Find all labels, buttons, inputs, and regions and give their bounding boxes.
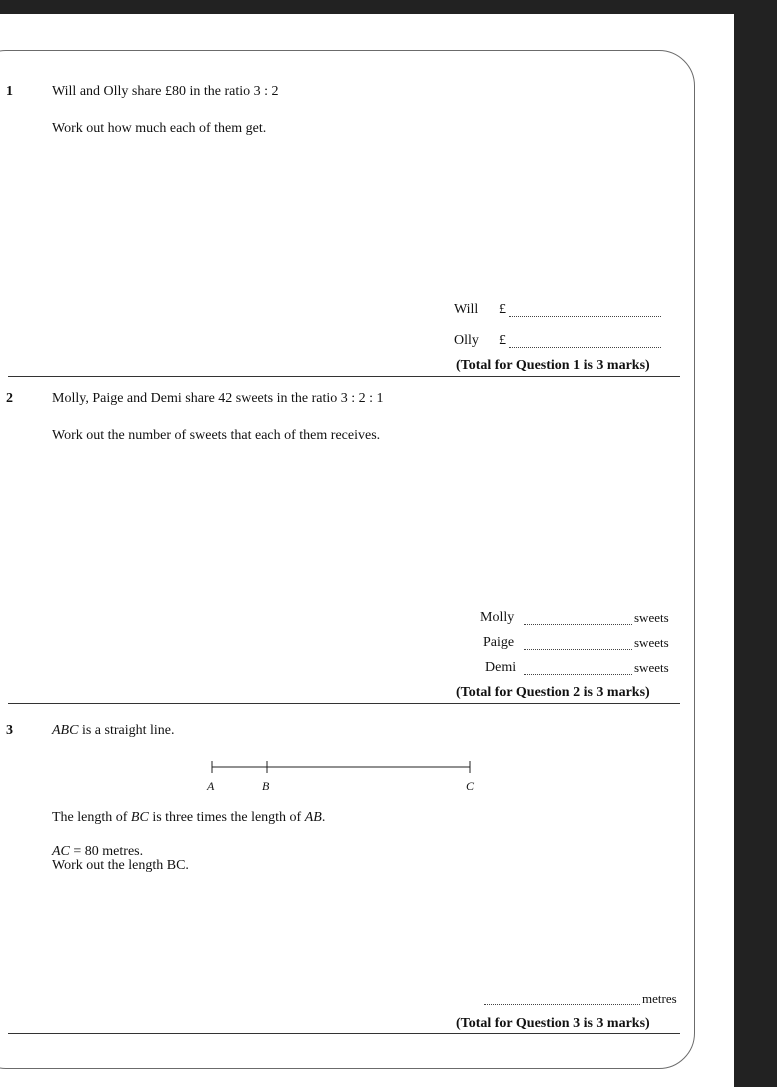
answer-olly-field[interactable] (509, 347, 661, 348)
question-3-given: AC = 80 metres. (52, 844, 144, 859)
question-1-text: Will and Olly share £80 in the ratio 3 : 2 (52, 84, 279, 99)
question-2-total: (Total for Question 2 is 3 marks) (456, 685, 650, 700)
line-diagram (200, 755, 490, 795)
answer-bc-unit: metres (642, 991, 677, 1006)
answer-paige-label: Paige (483, 635, 515, 650)
answer-bc-field[interactable] (484, 1004, 640, 1005)
point-a-label: A (207, 779, 215, 793)
question-2-number: 2 (6, 391, 13, 406)
answer-demi-unit: sweets (634, 660, 669, 675)
question-2-instruction: Work out the number of sweets that each of them receives. (52, 428, 381, 443)
page-frame (0, 50, 695, 1069)
question-1-instruction: Work out how much each of them get. (52, 121, 267, 136)
answer-demi-label: Demi (485, 660, 517, 675)
question-1-divider (8, 376, 680, 377)
answer-paige-field[interactable] (524, 649, 632, 650)
answer-will-field[interactable] (509, 316, 661, 317)
answer-will-label: Will (454, 302, 479, 317)
answer-will-currency: £ (499, 302, 506, 317)
answer-molly-unit: sweets (634, 610, 669, 625)
answer-olly-currency: £ (499, 333, 506, 348)
question-3-condition: The length of BC is three times the length of AB. (52, 810, 326, 825)
answer-demi-field[interactable] (524, 674, 632, 675)
answer-molly-label: Molly (480, 610, 515, 625)
point-b-label: B (262, 779, 270, 793)
question-2-text: Molly, Paige and Demi share 42 sweets in the ratio 3 : 2 : 1 (52, 391, 384, 406)
answer-paige-unit: sweets (634, 635, 669, 650)
top-bar (0, 0, 777, 14)
right-bar (734, 0, 777, 1087)
question-3-divider (8, 1033, 680, 1034)
point-c-label: C (466, 779, 475, 793)
question-3-total: (Total for Question 3 is 3 marks) (456, 1016, 650, 1031)
question-1-total: (Total for Question 1 is 3 marks) (456, 358, 650, 373)
answer-molly-field[interactable] (524, 624, 632, 625)
answer-olly-label: Olly (454, 333, 479, 348)
question-3-text: ABC is a straight line. (52, 723, 175, 738)
question-3-instruction: Work out the length BC. (52, 858, 189, 873)
question-3-number: 3 (6, 723, 13, 738)
question-1-number: 1 (6, 84, 13, 99)
question-2-divider (8, 703, 680, 704)
